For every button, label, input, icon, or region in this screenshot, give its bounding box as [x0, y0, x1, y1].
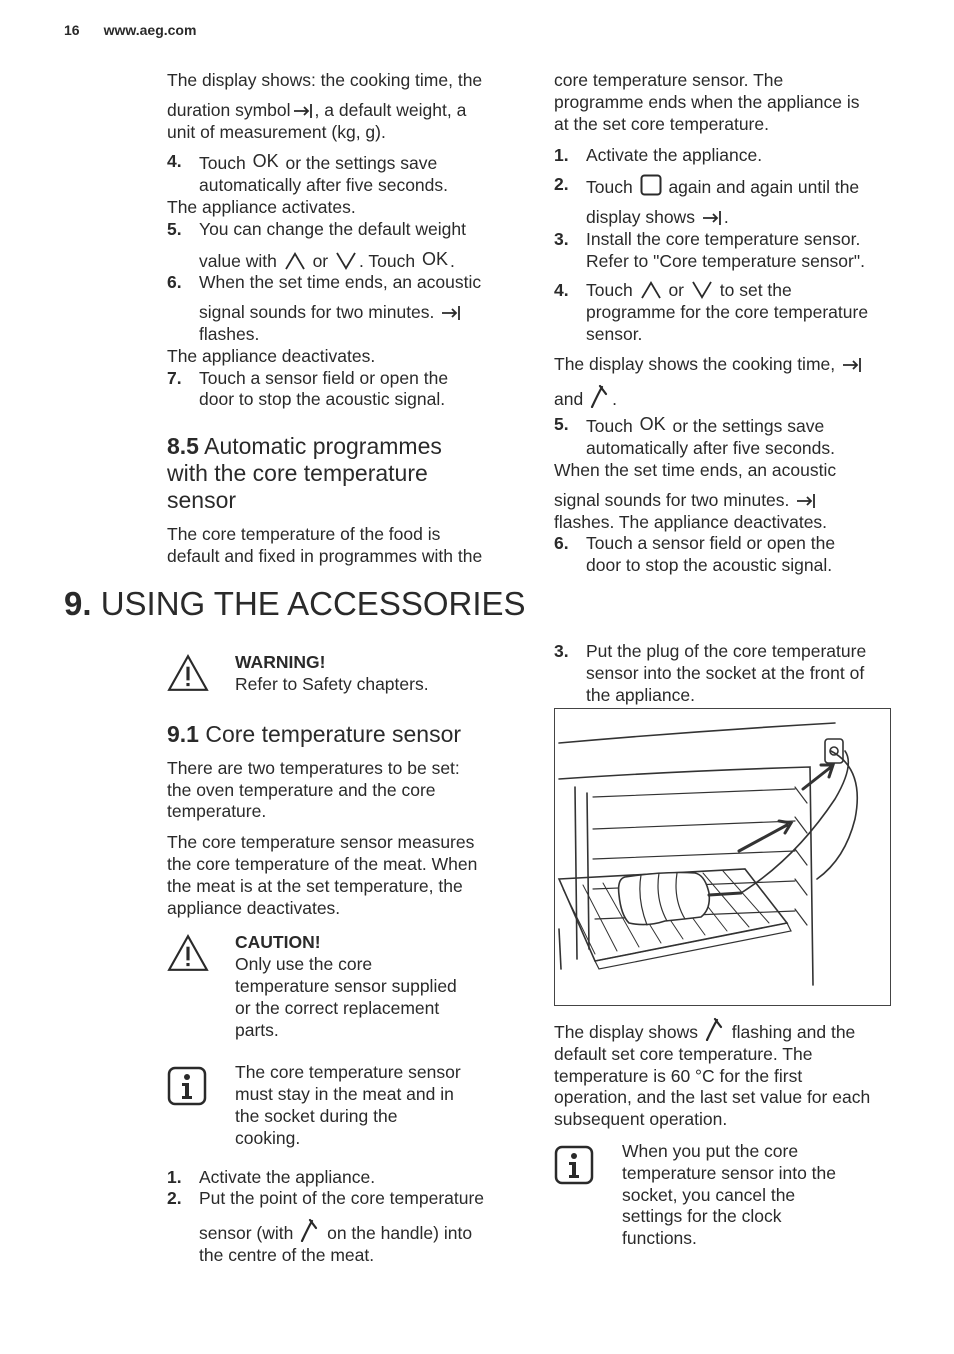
text-line: subsequent operation.	[554, 1109, 728, 1130]
list-item: 4. Touch or to set the programme for the core temperature sensor.	[554, 280, 869, 344]
info-icon	[554, 1145, 594, 1185]
right-top-column	[554, 70, 914, 577]
text-line: duration symbol , a default weight, a	[167, 99, 467, 120]
text-line: operation, and the last set value for each	[554, 1087, 871, 1108]
duration-icon	[842, 357, 862, 373]
info-note: The core temperature sensor must stay in the meat and in the socket during the cooking.	[167, 1062, 527, 1149]
list-item: 1. Activate the appliance.	[554, 145, 763, 166]
text-line: The display shows: the cooking time, the	[167, 70, 483, 90]
text-line: unit of measurement (kg, g).	[167, 121, 386, 142]
page-header	[64, 22, 220, 38]
list-item: 5. Touch OK or the settings save automatically after five seconds.	[554, 414, 836, 459]
text-line: default and fixed in programmes with the	[167, 545, 483, 566]
text-line: When the set time ends, an acoustic	[554, 459, 837, 480]
list-item: 5. You can change the default weight value with or . Touch OK .	[167, 218, 466, 271]
up-arrow-icon	[284, 252, 306, 270]
duration-icon	[796, 493, 816, 509]
duration-icon	[441, 305, 461, 321]
page-number: 16	[64, 22, 80, 38]
up-arrow-icon	[640, 281, 662, 299]
paragraph: The core temperature sensor measures the core temperature of the meat. When the meat is at the set temperature, the appliance deactivates.	[167, 832, 478, 918]
down-arrow-icon	[691, 281, 713, 299]
list-item: 4. Touch OK or the settings save automatically after five seconds.	[167, 151, 449, 196]
text-line: signal sounds for two minutes.	[554, 490, 914, 512]
paragraph: There are two temperatures to be set: the oven temperature and the core temperature.	[167, 757, 460, 822]
list-item: 6. When the set time ends, an acoustic signal sounds for two minutes. flashes.	[167, 272, 482, 344]
chapter-heading-9: 9. USING THE ACCESSORIES	[64, 585, 526, 622]
right-bottom-column	[554, 641, 914, 706]
list-item: 3. Install the core temperature sensor. Refer to "Core temperature sensor".	[554, 228, 865, 271]
ok-icon: OK	[422, 248, 449, 269]
duration-icon	[293, 103, 313, 119]
list-item: 2. Put the point of the core temperature sensor (with on the handle) into the centre of the meat.	[167, 1188, 485, 1265]
info-note: When you put the core temperature sensor into the socket, you cancel the settings for the clock functions.	[554, 1141, 914, 1250]
list-item: 6. Touch a sensor field or open the door to stop the acoustic signal.	[554, 533, 836, 576]
left-top-column	[167, 70, 527, 568]
warning-note: WARNING! Refer to Safety chapters.	[167, 652, 527, 698]
text-line: at the set core temperature.	[554, 113, 769, 134]
text-line: and .	[554, 384, 914, 411]
text-line: flashes. The appliance deactivates.	[554, 511, 828, 532]
site-url: www.aeg.com	[103, 22, 197, 38]
list-item: 3. Put the plug of the core temperature sensor into the socket at the front of the appliance.	[554, 641, 867, 705]
warning-triangle-icon	[167, 934, 209, 972]
text-line: default set core temperature. The	[554, 1043, 813, 1064]
info-icon	[167, 1066, 207, 1106]
square-button-icon	[640, 174, 662, 196]
left-bottom-column	[167, 652, 527, 1267]
text-line: The core temperature of the food is	[167, 524, 441, 545]
list-item: 1. Activate the appliance.	[167, 1166, 376, 1187]
ok-icon: OK	[252, 151, 279, 172]
section-heading-9-1: 9.1 Core temperature sensor	[167, 720, 462, 747]
section-heading-8-5: 8.5 Automatic programmes with the core temperature sensor	[167, 433, 442, 514]
text-line: programme ends when the appliance is	[554, 91, 860, 112]
text-line: The appliance deactivates.	[167, 345, 376, 366]
core-probe-icon	[705, 1017, 725, 1041]
duration-icon	[702, 210, 722, 226]
warning-triangle-icon	[167, 654, 209, 692]
oven-core-sensor-illustration	[554, 708, 891, 1006]
core-probe-icon	[590, 384, 610, 408]
text-line: core temperature sensor. The	[554, 70, 784, 90]
list-item: 2. Touch again and again until the display shows .	[554, 174, 860, 227]
down-arrow-icon	[335, 252, 357, 270]
right-bottom-text	[554, 1017, 914, 1250]
text-line: The display shows the cooking time,	[554, 354, 914, 376]
ok-icon: OK	[639, 414, 666, 435]
text-line: The display shows flashing and the	[554, 1017, 914, 1044]
text-line: temperature is 60 °C for the first	[554, 1065, 803, 1086]
caution-note: CAUTION! Only use the core temperature sensor supplied or the correct replacement parts.	[167, 932, 527, 1041]
text-line: The appliance activates.	[167, 196, 356, 217]
list-item: 7. Touch a sensor field or open the door to stop the acoustic signal.	[167, 367, 449, 410]
core-probe-icon	[300, 1218, 320, 1242]
